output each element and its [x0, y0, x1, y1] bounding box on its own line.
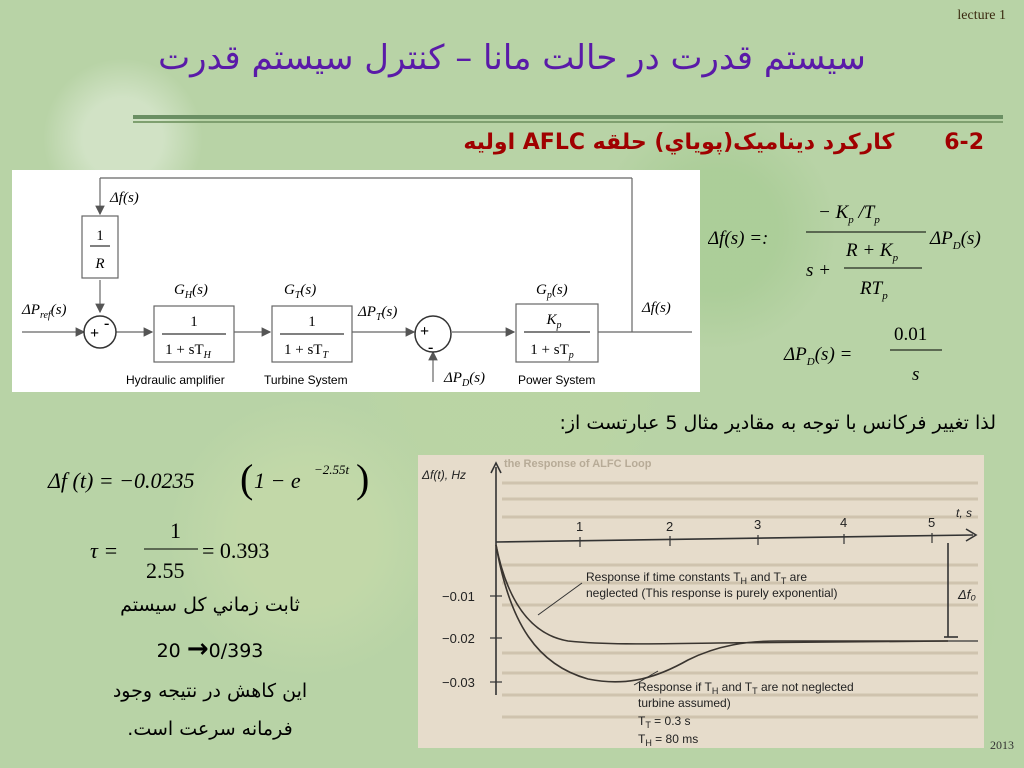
eq2-denominator: s — [912, 364, 920, 385]
gp-label: $G_p(s)$ — [536, 282, 568, 301]
svg-text:4: 4 — [840, 515, 848, 530]
pt-label: $\Delta P_T(s)$ — [358, 304, 398, 323]
response-plot-svg — [418, 455, 984, 748]
title-divider-thin — [133, 121, 1003, 123]
p-denominator: $1 + sT_p$ — [530, 342, 574, 361]
eq1-denominator-s: s + — [806, 260, 831, 281]
caption-hydraulic: Hydraulic amplifier — [126, 373, 225, 387]
annotation-2-line2: turbine assumed) — [638, 696, 731, 710]
note-reduction: این کاهش در نتیجه وجود — [112, 680, 308, 702]
output-label: Δf(s) — [642, 300, 671, 316]
eq1-inner-denominator: $RT_p$ — [860, 278, 888, 302]
section-number: 6-2 — [944, 130, 984, 155]
pd-label: $\Delta P_D(s)$ — [444, 370, 486, 389]
note-ratio-a: 20 — [156, 640, 181, 662]
response-plot — [418, 455, 984, 748]
eq4-rhs: = 0.393 — [202, 538, 270, 563]
gt-label: $G_T(s)$ — [284, 282, 317, 301]
svg-text:−0.02: −0.02 — [442, 631, 475, 646]
slide-title: سیستم قدرت در حالت مانا – کنترل سیستم قدرت — [158, 38, 866, 78]
eq3-lhs: Δf (t) = −0.0235 — [48, 468, 195, 493]
sum1-plus: + — [90, 325, 100, 342]
t-denominator: $1 + sT_T$ — [283, 342, 329, 361]
plot-y-label: Δf(t), Hz — [422, 468, 467, 482]
annotation-1-line2: neglected (This response is purely exponential) — [586, 586, 838, 600]
equations-left — [40, 452, 410, 592]
sum2-minus: - — [428, 339, 434, 356]
note-time-constant: ثابت زماني کل سیستم — [120, 594, 300, 616]
equations-left-svg — [40, 452, 410, 592]
lecture-label: lecture 1 — [957, 8, 1006, 23]
eq3-close-paren: ) — [356, 456, 370, 501]
t-numerator: 1 — [308, 314, 316, 330]
h-denominator: $1 + sT_H$ — [165, 342, 211, 361]
sum1-minus: - — [104, 315, 110, 332]
plot-y-ticks — [442, 589, 475, 690]
eq3-exponent: −2.55t — [314, 462, 350, 477]
eq1-rhs: $\Delta P_D(s)$ — [930, 228, 981, 252]
svg-text:−0.01: −0.01 — [442, 589, 475, 604]
footer-year: 2013 — [990, 738, 1014, 752]
gain-numerator: 1 — [96, 228, 104, 244]
note-ratio-b: 0/393 — [208, 640, 264, 662]
note-ratio — [30, 634, 390, 664]
eq2-numerator: 0.01 — [894, 324, 928, 345]
title-divider — [133, 115, 1003, 119]
section-title: کارکرد دینامیک(پوياي) حلقه AFLC اولیه — [463, 130, 895, 155]
block-diagram-svg — [12, 170, 700, 392]
summing-junction-1 — [84, 316, 116, 348]
param-th: $T_H = 80$ ms — [638, 732, 699, 748]
h-numerator: 1 — [190, 314, 198, 330]
eq1-lhs: Δf(s) =: — [708, 228, 769, 249]
arrow-right-icon: → — [186, 634, 209, 664]
eq1-numerator: − $K_p$ $/T_p$ — [818, 202, 880, 226]
p-numerator: $K_p$ — [546, 312, 562, 331]
annotation-1-leader — [538, 583, 582, 615]
caption-turbine: Turbine System — [264, 373, 348, 387]
equations-right — [708, 188, 1013, 388]
eq3-paren-body: 1 − e — [254, 468, 301, 493]
input-label: $\Delta P_{ref}(s)$ — [22, 302, 67, 321]
eq4-denominator: 2.55 — [146, 558, 185, 583]
eq4-numerator: 1 — [170, 518, 181, 543]
svg-text:3: 3 — [754, 517, 762, 532]
sum2-plus: + — [420, 323, 430, 340]
svg-text:−0.03: −0.03 — [442, 675, 475, 690]
plot-x-label: t, s — [956, 506, 973, 520]
delta-f0-label: Δf₀ — [958, 587, 976, 602]
svg-text:2: 2 — [666, 519, 674, 534]
eq4-tau: τ = — [90, 538, 119, 563]
scan-background-text — [504, 458, 652, 470]
svg-text:the Response of ALFC Loop: the Response of ALFC Loop — [504, 458, 652, 470]
feedback-label: Δf(s) — [110, 190, 139, 206]
annotation-2-line1: Response if $T_H$ and $T_T$ are not neglected — [638, 680, 854, 696]
note-governor: فرمانه سرعت است. — [127, 718, 293, 740]
intro-line: لذا تغییر فرکانس با توجه به مقادیر مثال 5 عبارتست از: — [559, 412, 996, 434]
svg-text:1: 1 — [576, 519, 584, 534]
eq1-inner-numerator: $R + K_p$ — [846, 240, 899, 264]
svg-text:5: 5 — [928, 515, 936, 530]
eq3-open-paren: ( — [240, 456, 254, 501]
section-heading — [463, 130, 984, 155]
eq2-lhs: $\Delta P_D(s)$ = — [784, 344, 853, 368]
caption-power: Power System — [518, 373, 596, 387]
equations-right-svg — [708, 188, 1013, 388]
param-tt: $T_T = 0.3$ s — [638, 714, 691, 730]
gh-label: $G_H(s)$ — [174, 282, 208, 301]
annotation-1-line1: Response if time constants $T_H$ and $T_T$ are — [586, 570, 808, 586]
gain-denominator: R — [95, 256, 105, 272]
block-diagram — [12, 170, 700, 392]
